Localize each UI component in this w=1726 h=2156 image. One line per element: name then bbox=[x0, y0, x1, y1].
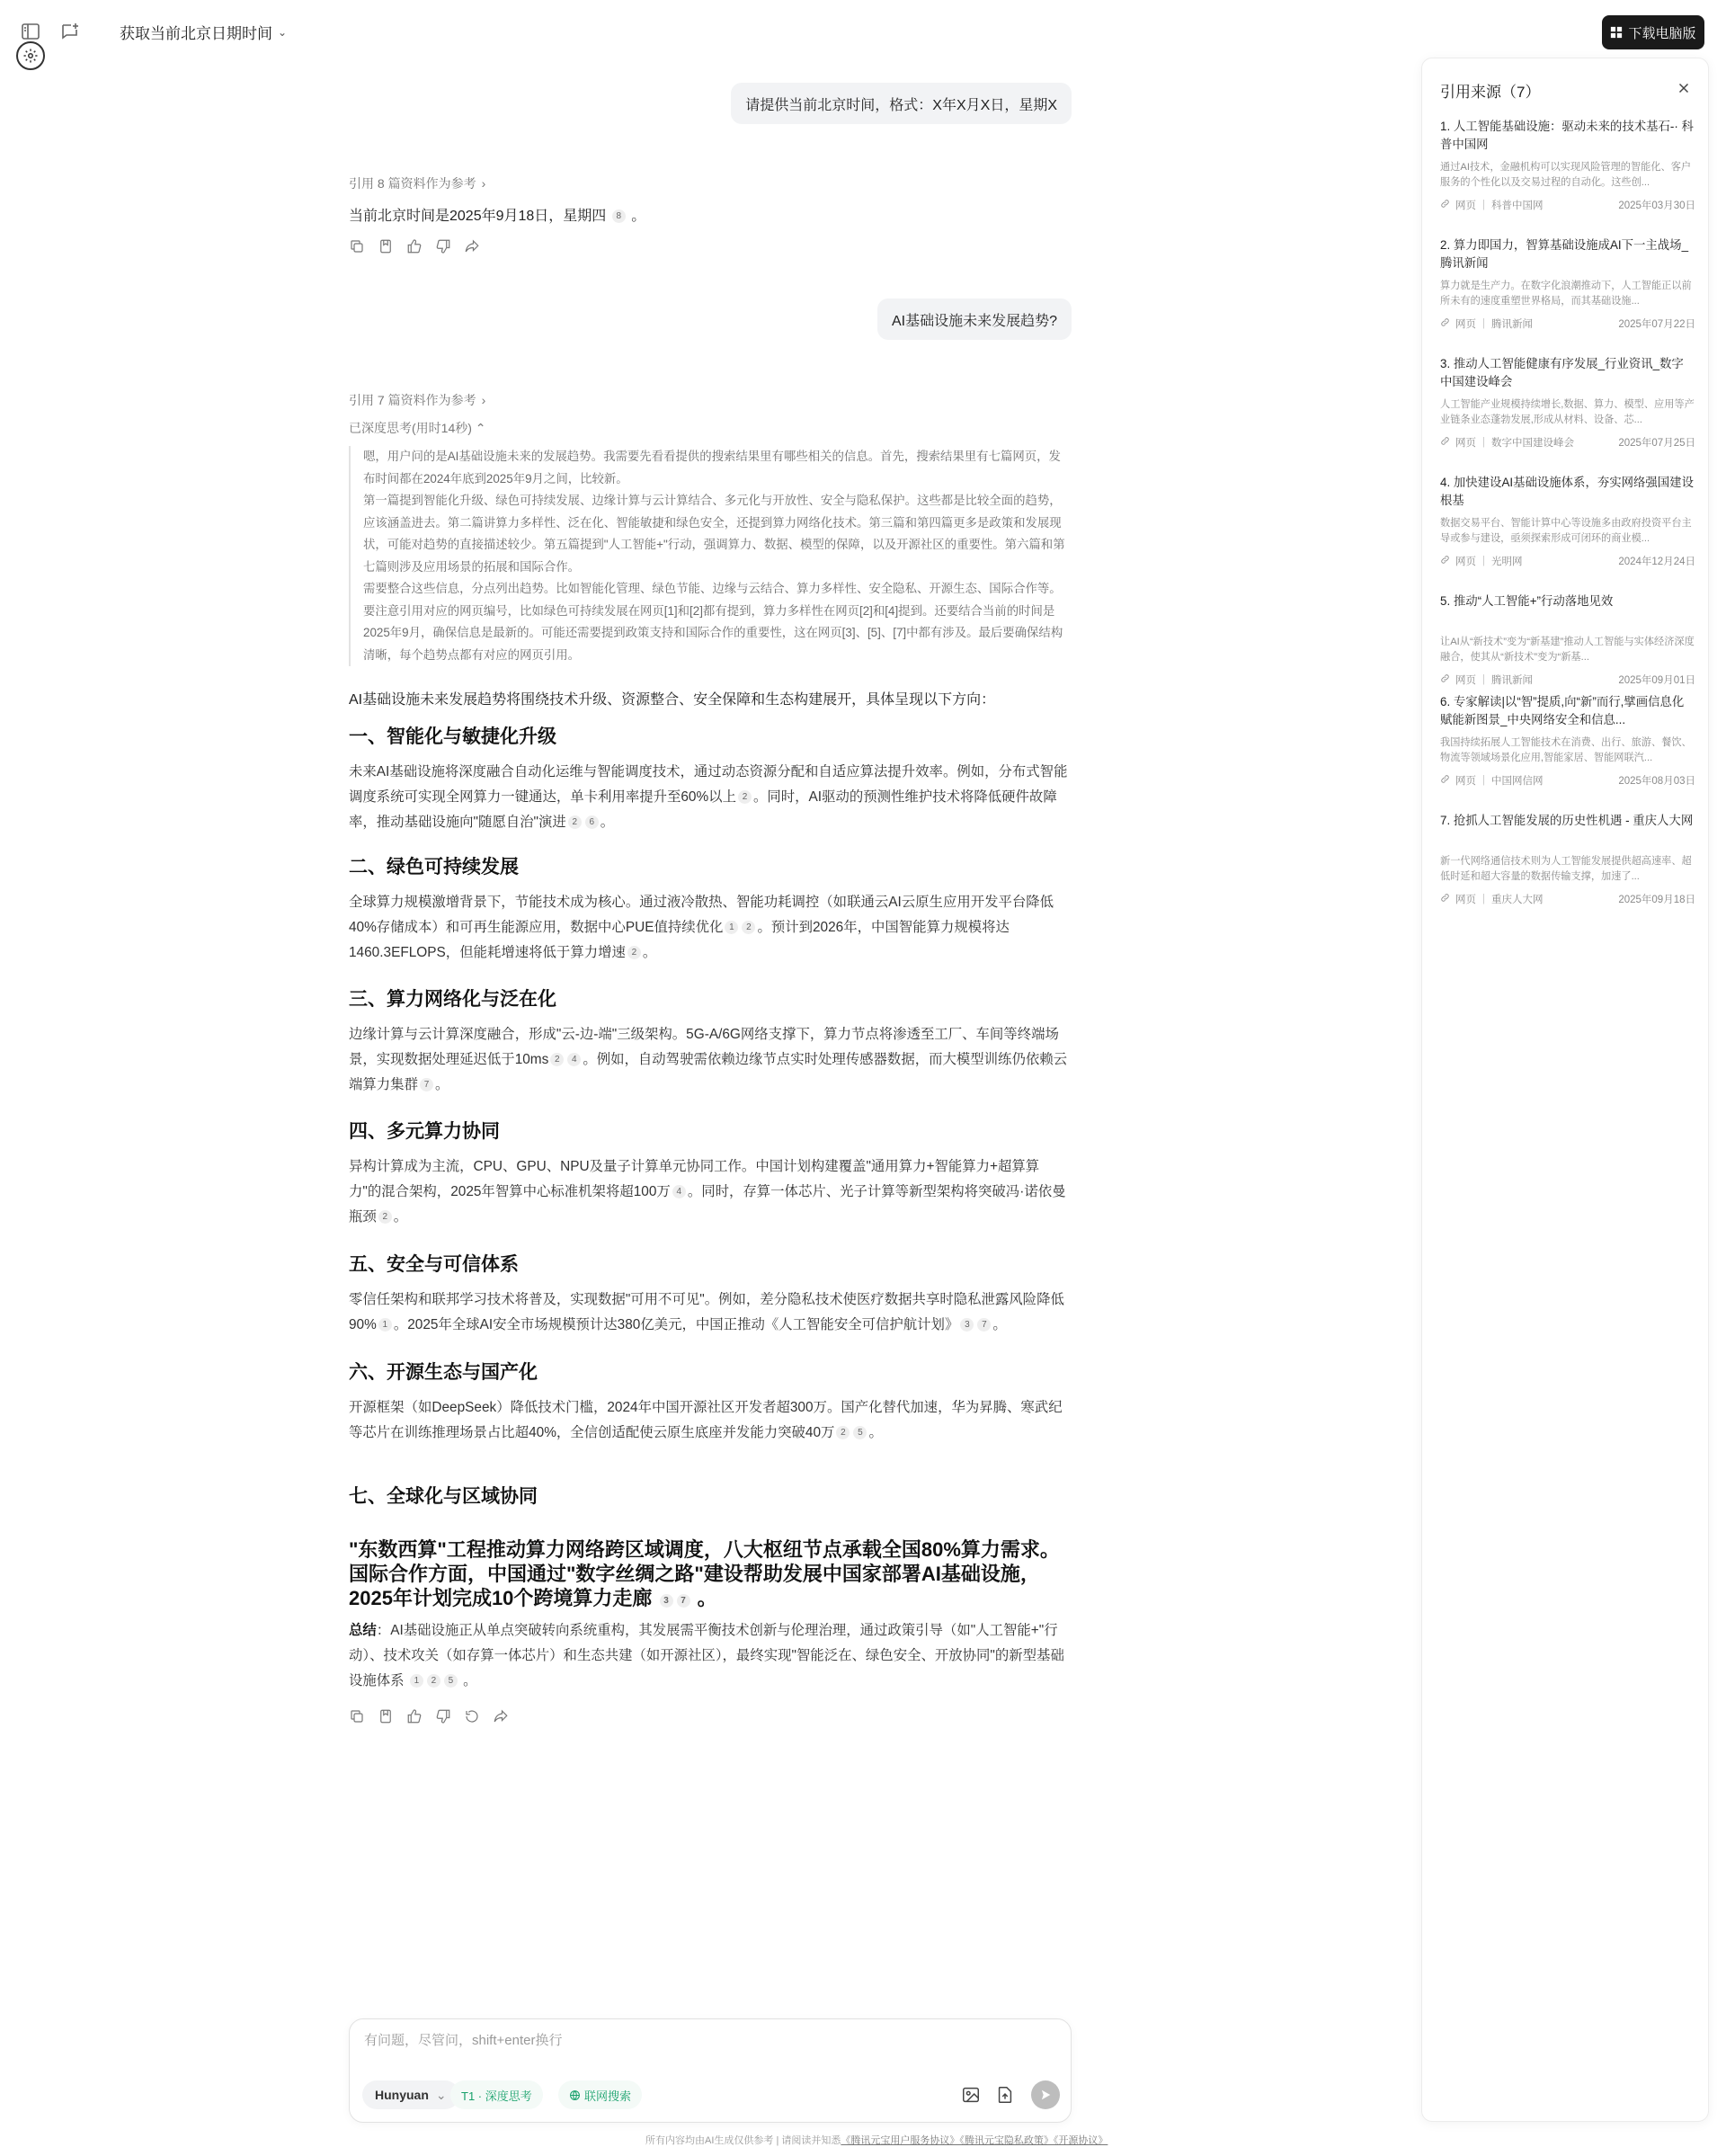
source-date: 2025年03月30日 bbox=[1618, 200, 1695, 211]
source-item[interactable] bbox=[1440, 236, 1695, 331]
section-heading: 七、全球化与区域协同 bbox=[349, 1486, 538, 1507]
chevron-right-icon: › bbox=[481, 176, 486, 191]
copy-icon[interactable] bbox=[349, 1708, 365, 1724]
section-body bbox=[349, 1287, 1072, 1338]
link-icon bbox=[1440, 673, 1450, 686]
chat-input[interactable]: 有问题，尽管问，shift+enter换行 bbox=[364, 2033, 563, 2048]
section-text: 。例如，自动驾驶需依赖边缘节点实时处理传感器数据，而大模型训练仍依赖云端算力集群 bbox=[349, 1052, 1068, 1092]
citation-badge[interactable]: 6 bbox=[585, 815, 599, 829]
source-type: 网页 bbox=[1455, 438, 1476, 449]
send-button[interactable] bbox=[1031, 2080, 1060, 2109]
source-type: 网页 bbox=[1455, 675, 1476, 686]
section-body bbox=[349, 1154, 1072, 1230]
summary-label: 总结 bbox=[349, 1623, 377, 1638]
source-item[interactable] bbox=[1440, 812, 1695, 906]
citation-badge[interactable]: 2 bbox=[627, 946, 641, 959]
source-meta bbox=[1440, 773, 1695, 788]
source-title[interactable]: 7. 抢抓人工智能发展的历史性机遇 - 重庆人大网 bbox=[1440, 814, 1694, 827]
conversation-title[interactable] bbox=[120, 21, 287, 43]
source-meta bbox=[1440, 316, 1695, 331]
user-message: AI基础设施未来发展趋势? bbox=[877, 298, 1072, 340]
bookmark-icon[interactable] bbox=[378, 1708, 394, 1724]
sidebar-toggle-icon[interactable] bbox=[20, 21, 41, 42]
answer-section bbox=[349, 1483, 1072, 1510]
section-body bbox=[349, 1395, 1072, 1446]
link-icon bbox=[1440, 893, 1450, 905]
section-text: 全球算力规模激增背景下，节能技术成为核心。通过液冷散热、智能功耗调控（如联通云AI云原生应用开发平台降低40%存储成本）和可再生能源应用，数据中心PUE值持续优化 bbox=[349, 895, 1054, 935]
message-actions bbox=[349, 238, 480, 254]
meta-divider: | bbox=[1482, 200, 1485, 210]
top-bar bbox=[0, 0, 1726, 63]
model-name: Hunyuan bbox=[375, 2088, 429, 2102]
meta-divider: | bbox=[1482, 318, 1485, 329]
citation-badge[interactable]: 1 bbox=[725, 921, 738, 934]
section-heading: 三、算力网络化与泛在化 bbox=[349, 989, 556, 1010]
meta-divider: | bbox=[1482, 775, 1485, 786]
thinking-toggle[interactable] bbox=[349, 419, 486, 437]
answer-section bbox=[349, 1359, 1072, 1446]
citation-badge[interactable]: 4 bbox=[567, 1053, 581, 1066]
citation-group bbox=[408, 1673, 459, 1688]
chevron-up-icon: ⌃ bbox=[475, 421, 486, 435]
copy-icon[interactable] bbox=[349, 238, 365, 254]
references-link[interactable] bbox=[349, 391, 485, 409]
source-title[interactable]: 3. 推动人工智能健康有序发展_行业资讯_数字中国建设峰会 bbox=[1440, 357, 1684, 388]
source-snippet: 人工智能产业规模持续增长,数据、算力、模型、应用等产业链条业态蓬勃发展,形成从材料、设备、芯... bbox=[1440, 399, 1695, 425]
share-icon[interactable] bbox=[493, 1708, 509, 1724]
source-item[interactable] bbox=[1440, 355, 1695, 450]
section-text: 异构计算成为主流，CPU、GPU、NPU及量子计算单元协同工作。中国计划构建覆盖"通用算力+智能算力+超算算力"的混合架构，2025年智算中心标准机架将超100万 bbox=[349, 1159, 1040, 1199]
source-site: 腾讯新闻 bbox=[1491, 675, 1533, 686]
citation-badge[interactable]: 1 bbox=[410, 1674, 423, 1688]
source-item[interactable] bbox=[1440, 693, 1695, 788]
section-body bbox=[349, 1022, 1072, 1098]
thinking-content bbox=[349, 446, 1072, 666]
chat-input-box bbox=[349, 2018, 1072, 2123]
chevron-down-icon: ⌄ bbox=[435, 2087, 447, 2102]
close-icon[interactable] bbox=[1676, 80, 1692, 96]
section-heading: 四、多元算力协同 bbox=[349, 1121, 500, 1142]
source-type: 网页 bbox=[1455, 895, 1476, 905]
answer-punct: 。 bbox=[631, 209, 646, 224]
source-type: 网页 bbox=[1455, 200, 1476, 211]
source-snippet: 新一代网络通信技术则为人工智能发展提供超高速率、超低时延和超大容量的数据传输支撑，加速了... bbox=[1440, 856, 1692, 882]
footer-text: 所有内容均由AI生成仅供参考 | 请阅读并知悉 bbox=[645, 2135, 841, 2146]
citation-badge[interactable]: 3 bbox=[660, 1594, 673, 1608]
answer-section bbox=[349, 1118, 1072, 1230]
sources-title: 引用来源（7） bbox=[1440, 84, 1541, 101]
source-meta bbox=[1440, 892, 1695, 906]
download-desktop-button[interactable] bbox=[1602, 15, 1704, 49]
thinking-paragraph: 嗯，用户问的是AI基础设施未来的发展趋势。我需要先看看提供的搜索结果里有哪些相关的信息。首先，搜索结果里有七篇网页，发布时间都在2024年底到2025年9月之间，比较新。 bbox=[363, 450, 1061, 486]
answer-section bbox=[349, 1252, 1072, 1338]
link-icon bbox=[1440, 436, 1450, 449]
thinking-paragraph: 需要整合这些信息，分点列出趋势。比如智能化管理、绿色节能、边缘与云结合、算力多样性、安全隐私、开源生态、国际合作等。要注意引用对应的网页编号，比如绿色可持续发展在网页[1]和[2]都有提到，算力多样性在网页[2]和[4]提到。还要结合当前的时间是2025年9月，确保信息是最新的。可能还需要提到政策支持和国际合作的重要性，这在网页[3]、[5]、[7]中都有涉及。最后要确保结构清晰，每个趋势点都有对应的网页引用。 bbox=[363, 582, 1063, 662]
answer-intro: AI基础设施未来发展趋势将围绕技术升级、资源整合、安全保障和生态构建展开，具体呈现以下方向： bbox=[349, 692, 996, 708]
web-search-toggle[interactable] bbox=[558, 2080, 642, 2109]
windows-icon bbox=[1610, 26, 1623, 39]
source-meta bbox=[1440, 673, 1695, 687]
summary-punct: 。 bbox=[463, 1673, 477, 1688]
source-meta bbox=[1440, 554, 1695, 568]
message-actions bbox=[349, 1708, 509, 1724]
source-date: 2025年07月22日 bbox=[1618, 319, 1695, 330]
assistant-answer bbox=[349, 204, 645, 225]
source-type: 网页 bbox=[1455, 557, 1476, 567]
thinking-label: 已深度思考(用时14秒) bbox=[349, 421, 472, 435]
source-snippet: 让AI从“新技术”变为“新基建”推动人工智能与实体经济深度融合，使其从“新技术”变为“新基... bbox=[1440, 637, 1695, 663]
section-text: 未来AI基础设施将深度融合自动化运维与智能调度技术，通过动态资源分配和自适应算法提升效率。例如，分布式智能调度系统可实现全网算力一键通达，单卡利用率提升至60%以上 bbox=[349, 764, 1068, 805]
section-heading: 五、安全与可信体系 bbox=[349, 1254, 519, 1275]
answer-section bbox=[349, 724, 1072, 835]
section-text: 。 bbox=[642, 945, 657, 960]
meta-divider: | bbox=[1482, 674, 1485, 685]
source-item[interactable] bbox=[1440, 474, 1695, 568]
source-snippet: 通过AI技术，金融机构可以实现风险管理的智能化、客户服务的个性化以及交易过程的自动化。这些创... bbox=[1440, 162, 1692, 188]
source-title[interactable]: 1. 人工智能基础设施：驱动未来的技术基石-· 科普中国网 bbox=[1440, 120, 1694, 151]
highlight-text: "东数西算"工程推动算力网络跨区域调度，八大枢纽节点承载全国80%算力需求。国际合作方面，中国通过"数字丝绸之路"建设帮助发展中国家部署AI基础设施，2025年计划完成10个跨境算力走廊 bbox=[349, 1538, 1060, 1609]
source-site: 腾讯新闻 bbox=[1491, 319, 1533, 330]
source-snippet: 算力就是生产力。在数字化浪潮推动下，人工智能正以前所未有的速度重塑世界格局，而其基础设施... bbox=[1440, 281, 1692, 307]
section-body bbox=[349, 760, 1072, 835]
thumbs-up-icon[interactable] bbox=[406, 1708, 423, 1724]
source-date: 2025年09月18日 bbox=[1618, 895, 1695, 905]
thinking-paragraph: 第一篇提到智能化升级、绿色可持续发展、边缘计算与云计算结合、多元化与开放性、安全与隐私保护。这些都是比较全面的趋势，应该涵盖进去。第二篇讲算力多样性、泛在化、智能敏捷和绿色安全，还提到算力网络化技术。第三篇和第四篇更多是政策和发展现状，可能对趋势的直接描述较少。第五篇提到"人工智能+"行动，强调算力、数据、模型的保障，以及开源社区的重要性。第六篇和第七篇则涉及应用场景的拓展和国际合作。 bbox=[363, 494, 1065, 574]
source-snippet: 我国持续拓展人工智能技术在消费、出行、旅游、餐饮、物流等领域场景化应用,智能家居、智能网联汽... bbox=[1440, 737, 1692, 763]
section-text: 。 bbox=[434, 1077, 449, 1092]
answer-section bbox=[349, 986, 1072, 1098]
section-text: 零信任架构和联邦学习技术将普及，实现数据"可用不可见"。例如，差分隐私技术使医疗数据共享时隐私泄露风险降低90% bbox=[349, 1292, 1064, 1332]
source-title[interactable]: 4. 加快建设AI基础设施体系，夯实网络强国建设根基 bbox=[1440, 476, 1694, 507]
link-icon bbox=[1440, 199, 1450, 211]
citation-badge[interactable]: 2 bbox=[378, 1210, 392, 1224]
deep-think-label: T1 · 深度思考 bbox=[461, 2089, 532, 2103]
source-date: 2025年07月25日 bbox=[1618, 438, 1695, 449]
source-item[interactable] bbox=[1440, 118, 1695, 212]
link-icon bbox=[1440, 317, 1450, 330]
deep-think-toggle[interactable] bbox=[450, 2080, 543, 2109]
section-text: 。 bbox=[393, 1209, 408, 1225]
footer-links[interactable]: 《腾讯元宝用户服务协议》《腾讯元宝隐私政策》《开源协议》 bbox=[841, 2135, 1108, 2146]
summary-text: ：AI基础设施正从单点突破转向系统重构，其发展需平衡技术创新与伦理治理，通过政策引导（如"人工智能+"行动）、技术攻关（如存算一体芯片）和生态共建（如开源社区），最终实现"智能泛在、绿色安全、开放协同"的新型基础设施体系 bbox=[349, 1623, 1064, 1688]
source-title[interactable]: 5. 推动“人工智能+”行动落地见效 bbox=[1440, 594, 1614, 608]
highlight-punct: 。 bbox=[697, 1587, 717, 1609]
meta-divider: | bbox=[1482, 437, 1485, 448]
citation-badge[interactable]: 5 bbox=[853, 1426, 867, 1439]
section-body bbox=[349, 890, 1072, 966]
source-site: 中国网信网 bbox=[1491, 776, 1544, 787]
section-text: 。预计到2026年，中国智能算力规模将达1460.3EFLOPS，但能耗增速将低于算力增速 bbox=[349, 920, 1010, 960]
model-selector[interactable] bbox=[362, 2080, 459, 2109]
meta-divider: | bbox=[1482, 894, 1485, 904]
thumbs-down-icon[interactable] bbox=[435, 1708, 451, 1724]
source-title[interactable]: 2. 算力即国力，智算基础设施成AI下一主战场_腾讯新闻 bbox=[1440, 238, 1689, 270]
answer-text: 当前北京时间是2025年9月18日，星期四 bbox=[349, 209, 607, 224]
gear-icon[interactable] bbox=[16, 41, 45, 70]
source-date: 2025年09月01日 bbox=[1618, 675, 1695, 686]
answer-summary bbox=[349, 1618, 1072, 1694]
citation-badge[interactable]: 7 bbox=[977, 1318, 991, 1332]
section-text: 。2025年全球AI安全市场规模预计达380亿美元，中国正推动《人工智能安全可信护航计划》 bbox=[393, 1317, 959, 1332]
section-heading: 一、智能化与敏捷化升级 bbox=[349, 726, 556, 747]
share-icon[interactable] bbox=[464, 238, 480, 254]
source-snippet: 数据交易平台、智能计算中心等设施多由政府投资平台主导或参与建设，亟须探索形成可闭环的商业模... bbox=[1440, 518, 1692, 544]
section-text: 。 bbox=[600, 815, 615, 830]
citation-badge[interactable]: 2 bbox=[836, 1426, 850, 1439]
answer-section bbox=[349, 854, 1072, 966]
thumbs-down-icon[interactable] bbox=[435, 238, 451, 254]
meta-divider: | bbox=[1482, 556, 1485, 566]
citation-badge[interactable]: 2 bbox=[738, 790, 752, 804]
image-upload-icon[interactable] bbox=[961, 2085, 981, 2105]
chevron-down-icon: ⌄ bbox=[278, 25, 288, 39]
source-site: 数字中国建设峰会 bbox=[1491, 438, 1574, 449]
section-text: 。同时，AI驱动的预测性维护技术将降低硬件故障率，推动基础设施向"随愿自治"演进 bbox=[349, 789, 1057, 830]
user-message: 请提供当前北京时间，格式：X年X月X日，星期X bbox=[731, 83, 1072, 124]
source-site: 光明网 bbox=[1491, 557, 1523, 567]
references-label: 引用 8 篇资料作为参考 bbox=[349, 176, 476, 191]
regenerate-icon[interactable] bbox=[464, 1708, 480, 1724]
link-icon bbox=[1440, 774, 1450, 787]
new-chat-icon[interactable] bbox=[59, 21, 81, 42]
source-item[interactable] bbox=[1440, 592, 1695, 687]
section-text: 开源框架（如DeepSeek）降低技术门槛，2024年中国开源社区开发者超300万。国产化替代加速，华为昇腾、寒武纪等芯片在训练推理场景占比超40%，全信创适配使云原生底座并发能力突破40万 bbox=[349, 1400, 1063, 1440]
citation-badge[interactable]: 2 bbox=[550, 1053, 564, 1066]
citation-badge[interactable]: 7 bbox=[420, 1078, 433, 1091]
citation-badge[interactable]: 7 bbox=[677, 1594, 690, 1608]
section-text: 边缘计算与云计算深度融合，形成"云-边-端"三级架构。5G-A/6G网络支撑下，算力节点将渗透至工厂、车间等终端场景，实现数据处理延迟低于10ms bbox=[349, 1027, 1059, 1067]
section-text: 。同时，存算一体芯片、光子计算等新型架构将突破冯·诺依曼瓶颈 bbox=[349, 1184, 1066, 1225]
source-type: 网页 bbox=[1455, 776, 1476, 787]
citation-badge[interactable]: 4 bbox=[672, 1185, 686, 1198]
citation-badge[interactable]: 1 bbox=[378, 1318, 392, 1332]
citation-badge[interactable]: 2 bbox=[568, 815, 582, 829]
section-text: 。 bbox=[868, 1425, 883, 1440]
conversation-title-text: 获取当前北京日期时间 bbox=[120, 25, 272, 42]
source-site: 科普中国网 bbox=[1491, 200, 1544, 211]
citation-badge[interactable]: 8 bbox=[612, 209, 626, 223]
references-link[interactable] bbox=[349, 174, 485, 192]
send-icon bbox=[1039, 2089, 1052, 2101]
source-title[interactable]: 6. 专家解读|以“智”提质,向“新”而行,擘画信息化赋能新图景_中央网络安全和信息... bbox=[1440, 695, 1685, 726]
source-meta bbox=[1440, 198, 1695, 212]
source-date: 2024年12月24日 bbox=[1618, 557, 1695, 567]
footer-disclaimer bbox=[645, 2133, 1108, 2147]
source-site: 重庆人大网 bbox=[1491, 895, 1544, 905]
globe-icon bbox=[569, 2089, 581, 2101]
chevron-right-icon: › bbox=[481, 393, 486, 407]
source-meta bbox=[1440, 435, 1695, 450]
download-label: 下载电脑版 bbox=[1628, 25, 1696, 41]
citation-badge[interactable]: 3 bbox=[960, 1318, 974, 1332]
answer-highlight bbox=[349, 1537, 1072, 1610]
citation-badge[interactable]: 5 bbox=[444, 1674, 458, 1688]
sources-panel bbox=[1421, 58, 1709, 2122]
section-heading: 六、开源生态与国产化 bbox=[349, 1362, 538, 1383]
source-type: 网页 bbox=[1455, 319, 1476, 330]
references-label: 引用 7 篇资料作为参考 bbox=[349, 393, 476, 407]
thumbs-up-icon[interactable] bbox=[406, 238, 423, 254]
source-date: 2025年08月03日 bbox=[1618, 776, 1695, 787]
section-heading: 二、绿色可持续发展 bbox=[349, 857, 519, 878]
bookmark-icon[interactable] bbox=[378, 238, 394, 254]
section-text: 。 bbox=[992, 1317, 1007, 1332]
citation-badge[interactable]: 2 bbox=[742, 921, 755, 934]
citation-group bbox=[658, 1587, 692, 1609]
file-upload-icon[interactable] bbox=[995, 2085, 1015, 2105]
link-icon bbox=[1440, 555, 1450, 567]
citation-badge[interactable]: 2 bbox=[427, 1674, 440, 1688]
web-search-label: 联网搜索 bbox=[584, 2089, 632, 2103]
